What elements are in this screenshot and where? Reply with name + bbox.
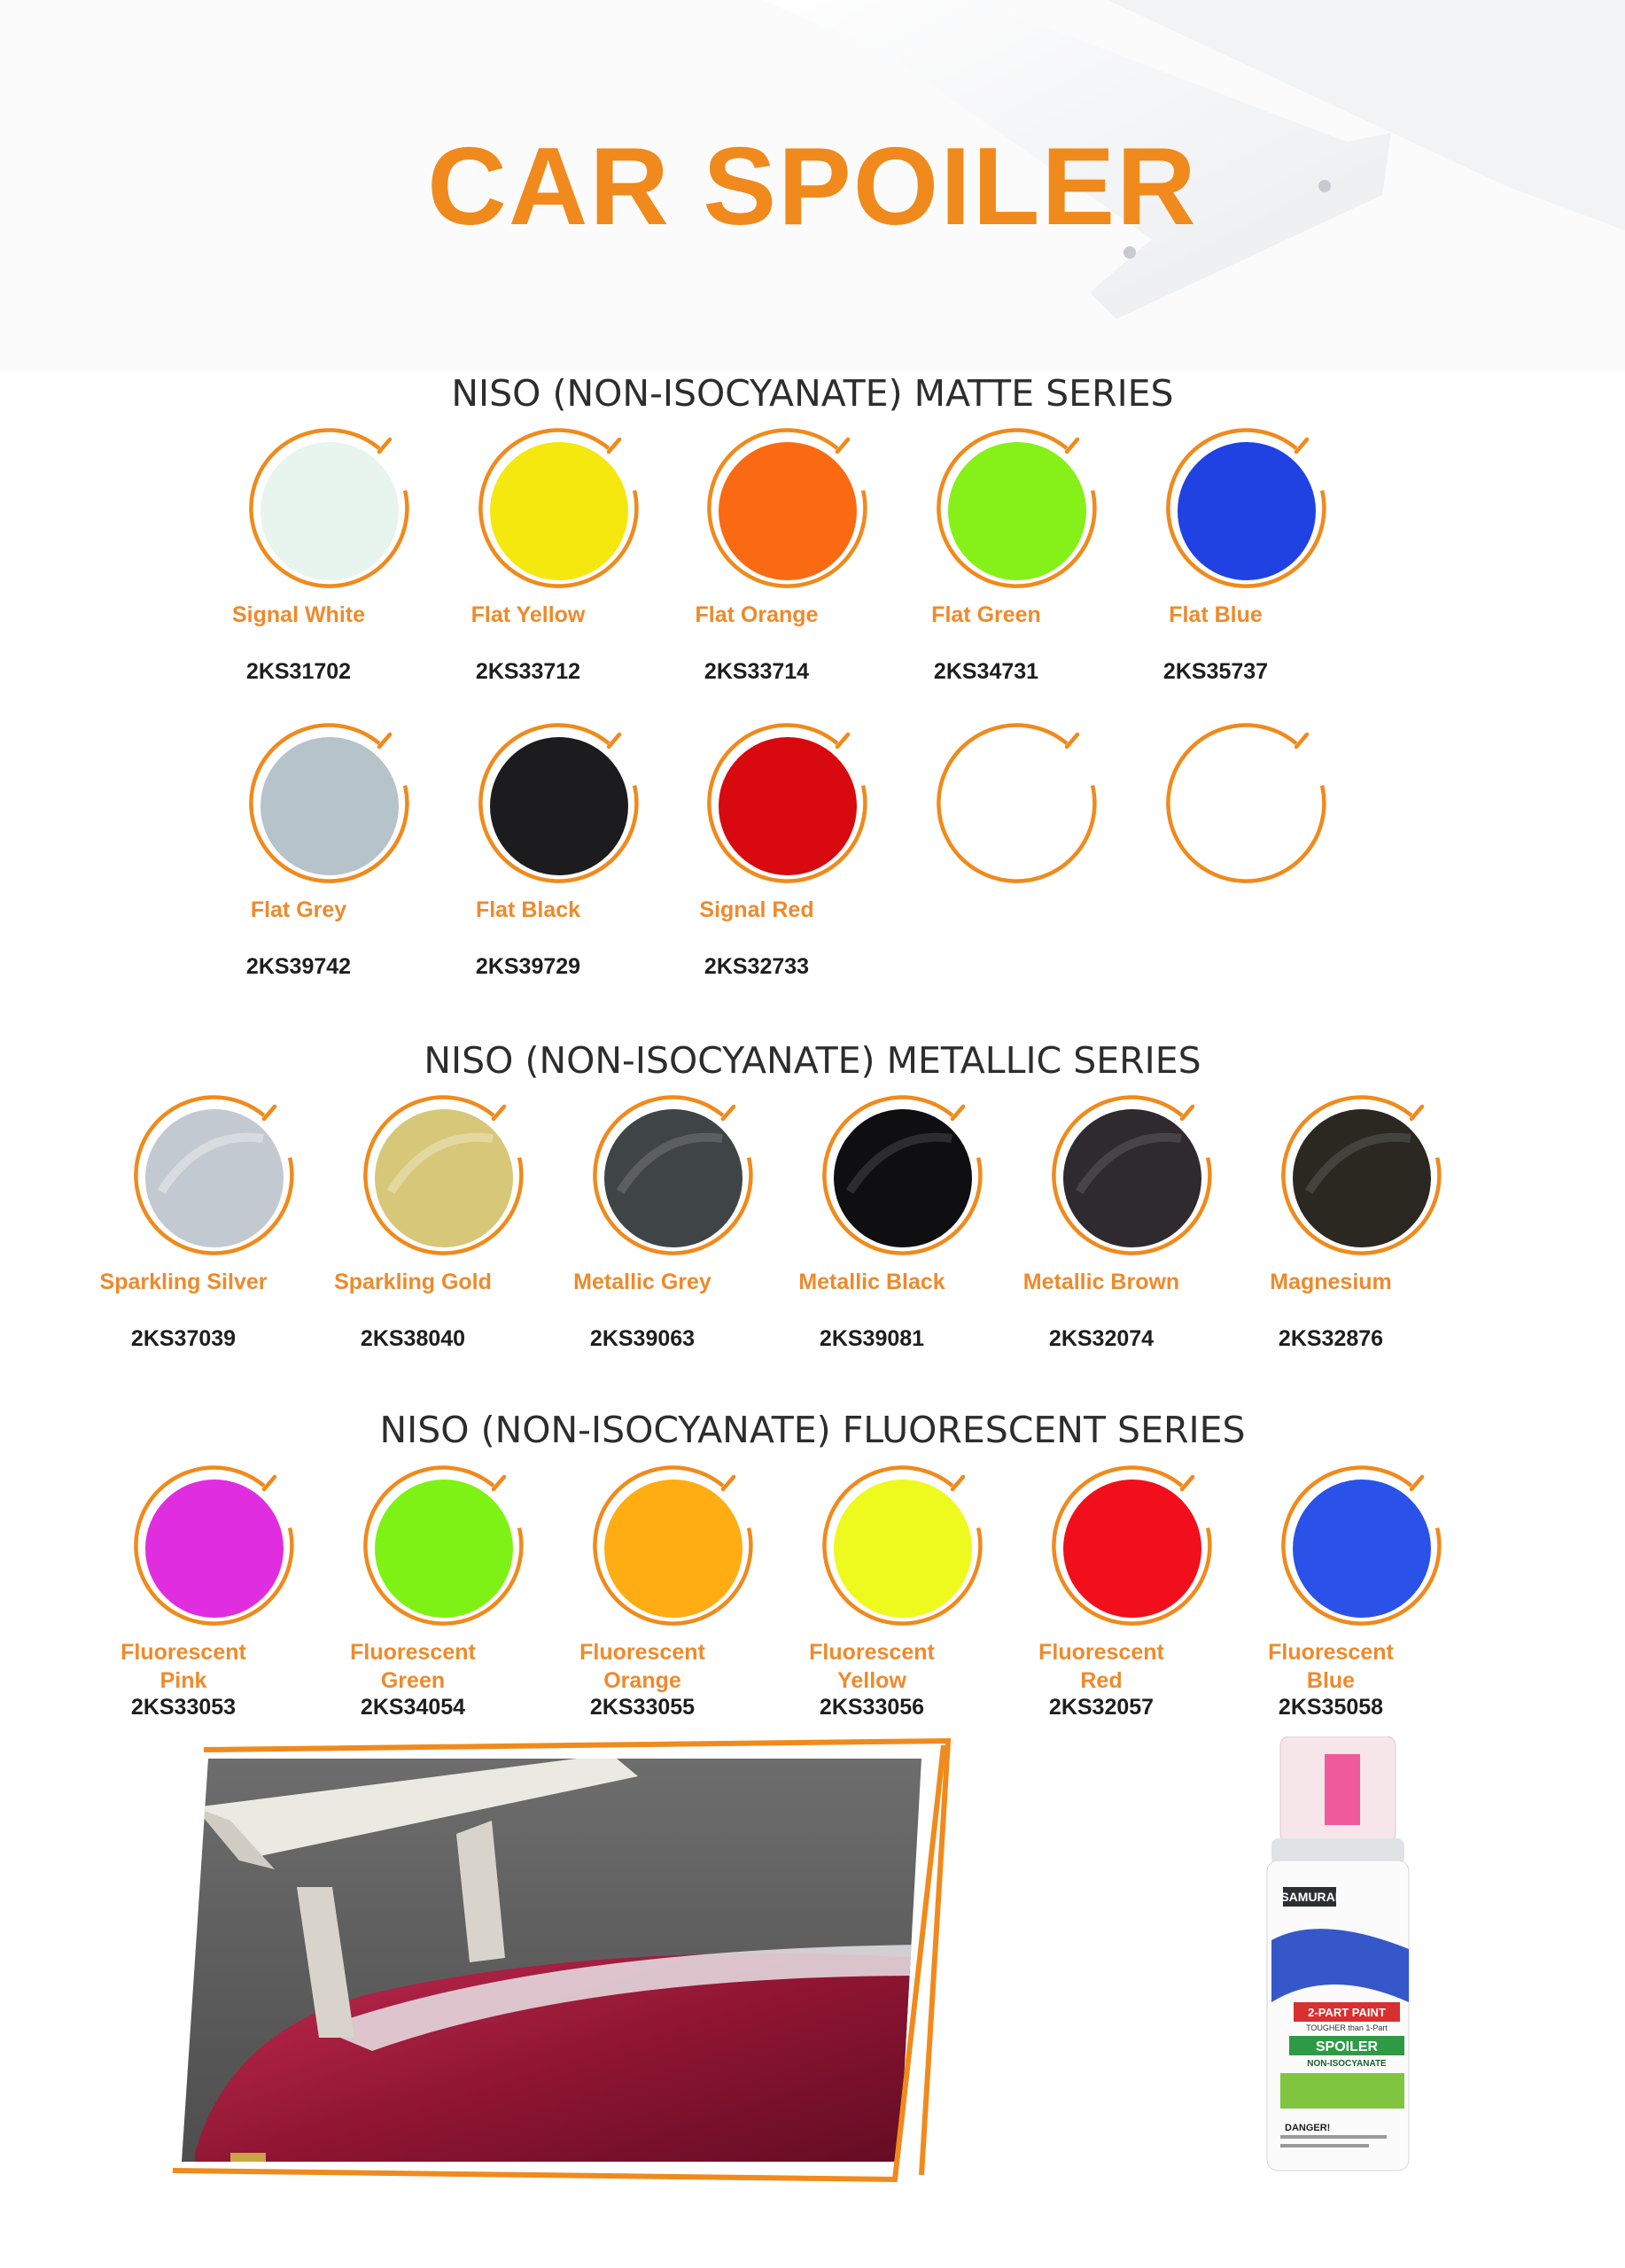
color-name-line2: Red xyxy=(1080,1668,1123,1693)
color-circle xyxy=(245,427,414,595)
color-code: 2KS39729 xyxy=(475,954,581,979)
color-code: 2KS32876 xyxy=(1278,1326,1384,1351)
color-name-line2: Orange xyxy=(603,1668,681,1693)
color-code: 2KS34731 xyxy=(933,659,1039,684)
spray-can-image xyxy=(1249,1736,1462,2179)
can-badge: 2-PART PAINT xyxy=(1308,2006,1386,2019)
swatch-fill xyxy=(948,442,1086,580)
swatch-fill xyxy=(490,442,628,580)
color-circle xyxy=(245,722,414,890)
swatch-fill xyxy=(1178,737,1316,875)
color-circle xyxy=(130,1464,299,1633)
color-code: 2KS31702 xyxy=(245,659,352,684)
color-code: 2KS35058 xyxy=(1278,1695,1384,1720)
color-circle xyxy=(589,1094,758,1262)
color-name xyxy=(527,1638,758,1695)
color-code: 2KS35737 xyxy=(1162,659,1269,684)
can-product-name: SPOILER xyxy=(1315,2039,1379,2054)
color-circle xyxy=(1162,722,1331,890)
page-title: CAR SPOILER xyxy=(427,126,1198,248)
spoiler-photo xyxy=(142,1736,966,2184)
swatch-fill xyxy=(719,737,857,875)
swatch-fill xyxy=(1178,442,1316,580)
swatch-fill xyxy=(145,1480,284,1618)
can-product-sub: NON-ISOCYANATE xyxy=(1307,2059,1387,2069)
can-brand: SAMURAI xyxy=(1280,1890,1339,1904)
color-name: Flat Orange xyxy=(695,602,819,627)
swatch-fill xyxy=(1063,1480,1201,1618)
color-circle xyxy=(589,1464,758,1633)
color-name: Metallic Black xyxy=(798,1270,945,1294)
color-name-line1: Fluorescent xyxy=(1038,1640,1164,1665)
swatch-fill xyxy=(260,442,399,580)
color-name xyxy=(298,1638,528,1695)
swatch-fill xyxy=(719,442,857,580)
color-name: Metallic Brown xyxy=(1022,1270,1180,1294)
color-code: 2KS37039 xyxy=(130,1326,237,1351)
swatch-fill xyxy=(1293,1480,1431,1618)
color-name-line1: Fluorescent xyxy=(121,1640,246,1665)
color-circle xyxy=(933,427,1101,595)
color-circle xyxy=(933,722,1101,890)
color-code: 2KS39081 xyxy=(819,1326,925,1351)
swatch-fill xyxy=(490,737,628,875)
color-name xyxy=(1216,1638,1446,1695)
color-code: 2KS32057 xyxy=(1048,1695,1155,1720)
color-name-line1: Fluorescent xyxy=(579,1640,705,1665)
color-name: Flat Yellow xyxy=(470,602,586,627)
color-circle xyxy=(475,722,643,890)
color-circle xyxy=(1278,1094,1446,1262)
color-name xyxy=(68,1638,299,1695)
color-circle xyxy=(1278,1464,1446,1633)
swatch-fill xyxy=(260,737,399,875)
color-circle xyxy=(1048,1464,1217,1633)
color-code: 2KS33056 xyxy=(819,1695,925,1720)
color-name: Flat Green xyxy=(931,602,1041,627)
color-circle xyxy=(819,1094,987,1262)
color-code: 2KS33055 xyxy=(589,1695,696,1720)
color-code: 2KS33053 xyxy=(130,1695,237,1720)
color-code: 2KS38040 xyxy=(360,1326,466,1351)
metallic-series-title: NISO (NON-ISOCYANATE) METALLIC SERIES xyxy=(424,1039,1201,1082)
can-badge-sub: TOUGHER than 1-Part xyxy=(1306,2023,1388,2032)
color-name-line1: Fluorescent xyxy=(809,1640,935,1665)
color-code: 2KS39742 xyxy=(245,954,352,979)
fluorescent-series-title: NISO (NON-ISOCYANATE) FLUORESCENT SERIES xyxy=(379,1409,1246,1451)
color-name-line2: Blue xyxy=(1306,1668,1356,1693)
can-warning: DANGER! xyxy=(1285,2123,1331,2133)
color-name: Flat Grey xyxy=(250,897,347,922)
color-name-line2: Green xyxy=(380,1668,446,1693)
color-code: 2KS32074 xyxy=(1048,1326,1155,1351)
color-name-line1: Fluorescent xyxy=(350,1640,476,1665)
color-name: Signal Red xyxy=(699,897,814,922)
color-name-line2: Yellow xyxy=(837,1668,906,1693)
color-circle xyxy=(704,427,872,595)
color-name-line2: Pink xyxy=(159,1668,207,1693)
color-circle xyxy=(475,427,643,595)
matte-series-title: NISO (NON-ISOCYANATE) MATTE SERIES xyxy=(451,372,1174,415)
color-code: 2KS32733 xyxy=(704,954,810,979)
color-name: Magnesium xyxy=(1270,1270,1392,1294)
swatch-fill xyxy=(834,1480,972,1618)
color-code: 2KS33712 xyxy=(475,659,581,684)
color-name: Metallic Grey xyxy=(573,1270,711,1294)
color-name xyxy=(986,1638,1217,1695)
color-circle xyxy=(819,1464,987,1633)
swatch-fill xyxy=(375,1480,513,1618)
color-circle xyxy=(704,722,872,890)
color-code: 2KS39063 xyxy=(589,1326,696,1351)
color-circle xyxy=(360,1464,528,1633)
color-name: Flat Black xyxy=(475,897,581,922)
swatch-fill xyxy=(948,737,1086,875)
color-name: Flat Blue xyxy=(1169,602,1263,627)
color-circle xyxy=(130,1094,299,1262)
color-circle xyxy=(1162,427,1331,595)
color-name: Signal White xyxy=(232,602,365,627)
color-circle xyxy=(360,1094,528,1262)
color-code: 2KS33714 xyxy=(704,659,810,684)
color-circle xyxy=(1048,1094,1217,1262)
color-name xyxy=(757,1638,987,1695)
color-name: Sparkling Silver xyxy=(99,1270,268,1294)
color-name: Sparkling Gold xyxy=(334,1270,492,1294)
swatch-fill xyxy=(604,1480,743,1618)
color-name-line1: Fluorescent xyxy=(1268,1640,1394,1665)
color-code: 2KS34054 xyxy=(360,1695,466,1720)
